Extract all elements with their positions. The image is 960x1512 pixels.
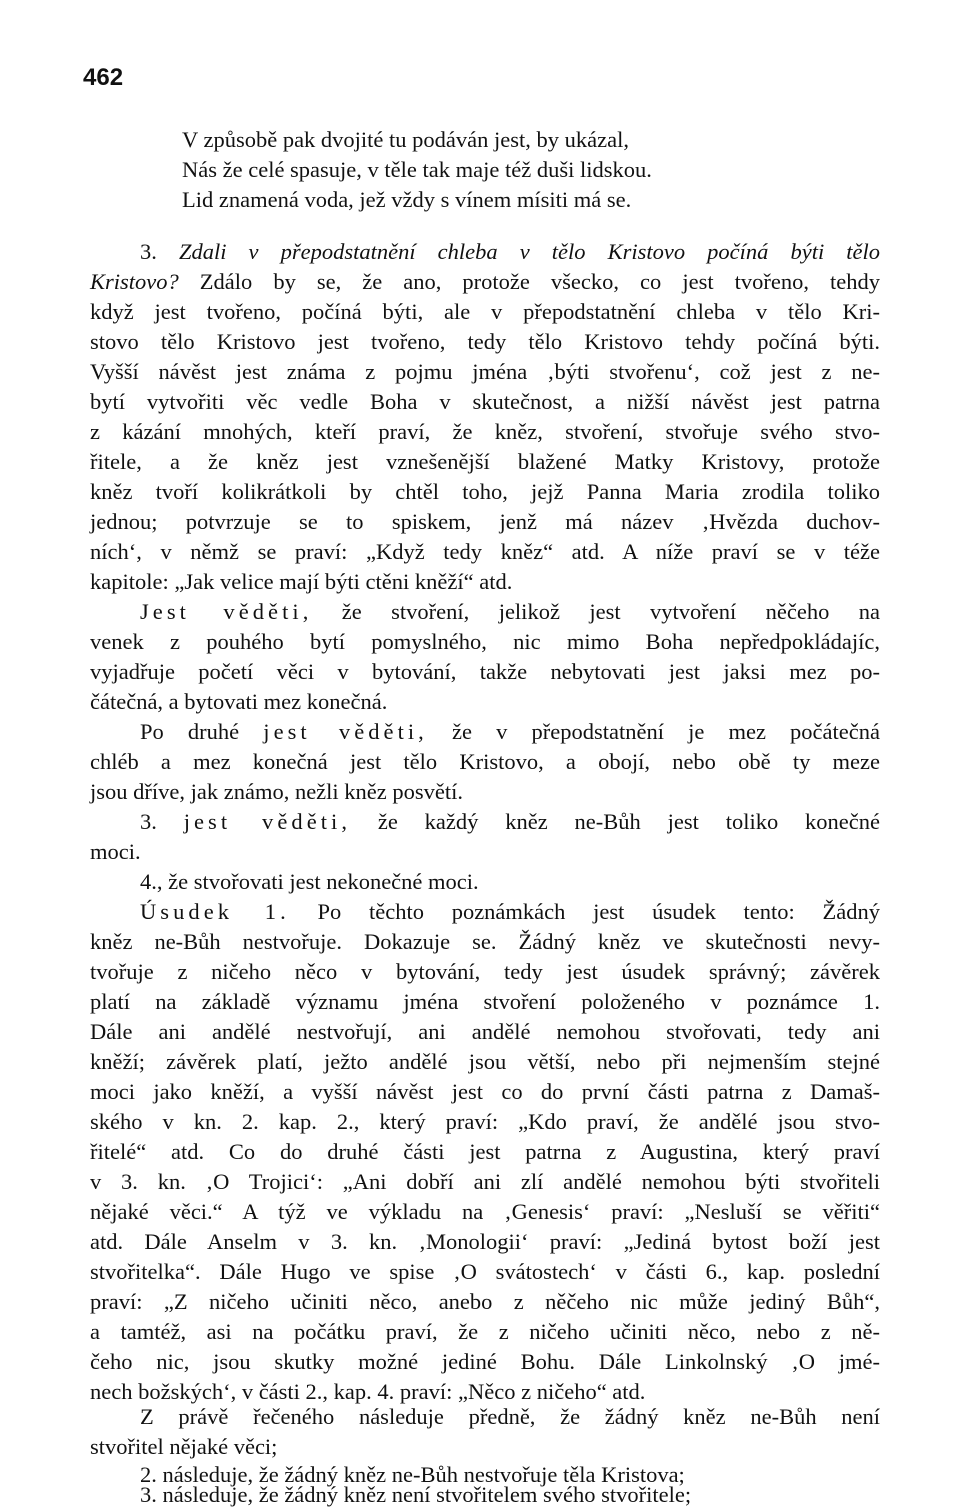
body-line: stovo tělo Kristovo jest tvořeno, tedy tělo Kristovo tehdy počíná býti. bbox=[90, 329, 880, 354]
verse-line: Nás že celé spasuje, v těle tak maje též duši lidskou. bbox=[182, 157, 652, 182]
body-text: 3. bbox=[140, 809, 184, 834]
body-line: jsou dříve, jak známo, nežli kněz posvětí. bbox=[90, 779, 464, 804]
list-item: 3. následuje, že žádný kněz není stvořitelem svého stvořitele; bbox=[140, 1482, 692, 1507]
body-line: a tamtéž, asi na počátku praví, že z ničeho učiniti něco, nebo z ně- bbox=[90, 1319, 880, 1344]
body-line: atd. Dále Anselm v 3. kn. ‚Monologii‘ praví: „Jediná bytost boží jest bbox=[90, 1229, 880, 1254]
body-line: Z právě řečeného následuje předně, že žádný kněz ne-Bůh není bbox=[140, 1404, 880, 1429]
body-line: venek z pouhého bytí pomyslného, nic mimo Boha nepředpokládajíc, bbox=[90, 629, 880, 654]
body-text: Po těchto poznámkách jest úsudek tento: Žádný bbox=[289, 899, 880, 924]
body-line: kněz tvoří kolikrátkoli by chtěl toho, jejž Panna Maria zrodila toliko bbox=[90, 479, 880, 504]
body-line bbox=[140, 897, 880, 927]
spaced-emphasis: Úsudek 1. bbox=[140, 899, 290, 924]
body-line: kněží; závěrek platí, ježto andělé jsou větší, nebo při nejmenším stejné bbox=[90, 1049, 880, 1074]
body-line: tvořuje z ničeho něco v bytování, tedy jest úsudek správný; závěrek bbox=[90, 959, 880, 984]
body-line: v 3. kn. ‚O Trojici‘: „Ani dobří ani zlí andělé nemohou býti stvořiteli bbox=[90, 1169, 880, 1194]
body-line: nějaké věci.“ A týž ve výkladu na ‚Genesis‘ praví: „Nesluší se věřiti“ bbox=[90, 1199, 880, 1224]
body-line: řitele, a že kněz jest vznešenější blažené Matky Kristovy, protože bbox=[90, 449, 880, 474]
body-line: ského v kn. 2. kap. 2., který praví: „Kdo praví, že andělé jsou stvo- bbox=[90, 1109, 880, 1134]
body-line: praví: „Z ničeho učiniti něco, anebo z něčeho nic může jediný Bůh“, bbox=[90, 1289, 880, 1314]
body-line: chléb a mez konečná jest tělo Kristovo, a obojí, nebo obě ty meze bbox=[90, 749, 880, 774]
body-text: že v přepodstatnění je mez počátečná bbox=[427, 719, 880, 744]
question-line bbox=[90, 267, 880, 297]
body-line: jednou; potvrzuje se to spiskem, jenž má název ‚Hvězda duchov- bbox=[90, 509, 880, 534]
question-line bbox=[140, 237, 880, 267]
body-line: řitelé“ atd. Co do druhé části jest patrna z Augustina, který praví bbox=[90, 1139, 880, 1164]
body-line: moci. bbox=[90, 839, 141, 864]
body-line: moci jako kněží, a vyšší návěst jest co do první části patrna z Damaš- bbox=[90, 1079, 880, 1104]
verse-line: V způsobě pak dvojité tu podáván jest, by ukázal, bbox=[182, 127, 629, 152]
body-line: bytí vytvořiti věc vedle Boha v skutečnost, a nižší návěst jest patrna bbox=[90, 389, 880, 414]
body-line: ních‘, v němž se praví: „Když tedy kněz“ atd. A níže praví se v téže bbox=[90, 539, 880, 564]
body-text: že stvoření, jelikož jest vytvoření něčeho na bbox=[312, 599, 880, 624]
spaced-emphasis: jest věděti, bbox=[183, 809, 352, 834]
body-line: Vyšší návěst jest známa z pojmu jména ‚býti stvořenu‘, což jest z ne- bbox=[90, 359, 880, 384]
body-text: že každý kněz ne-Bůh jest toliko konečné bbox=[351, 809, 880, 834]
body-text: Zdálo by se, že ano, protože všecko, co jest tvořeno, tehdy bbox=[178, 269, 880, 294]
page-number: 462 bbox=[83, 64, 124, 91]
body-line: čátečná, a bytovati mez konečná. bbox=[90, 689, 388, 714]
question-number: 3. bbox=[140, 239, 179, 264]
list-item: 2. následuje, že žádný kněz ne-Bůh nestvořuje těla Kristova; bbox=[140, 1462, 685, 1487]
body-line bbox=[140, 807, 880, 837]
body-line: stvořitelka“. Dále Hugo ve spise ‚O svátostech‘ v části 6., kap. poslední bbox=[90, 1259, 880, 1284]
paragraph-4: 4., že stvořovati jest nekonečné moci. bbox=[140, 869, 479, 894]
body-line: čeho nic, jsou skutky možné jediné Bohu. Dále Linkolnský ‚O jmé- bbox=[90, 1349, 880, 1374]
body-line: z kázání mnohých, kteří praví, že kněz, stvoření, stvořuje svého stvo- bbox=[90, 419, 880, 444]
body-line: kněz ne-Bůh nestvořuje. Dokazuje se. Žádný kněz ve skutečnosti nevy- bbox=[90, 929, 880, 954]
question-title: Kristovo? bbox=[90, 269, 179, 294]
body-line bbox=[140, 717, 880, 747]
question-title: Zdali v přepodstatnění chleba v tělo Kristovo počíná býti tělo bbox=[178, 239, 881, 264]
spaced-emphasis: Jest věděti, bbox=[140, 599, 313, 624]
body-text: Po druhé bbox=[140, 719, 264, 744]
body-line: Dále ani andělé nestvořují, ani andělé nemohou stvořovati, tedy ani bbox=[90, 1019, 880, 1044]
body-line: vyjadřuje početí věci v bytování, takže nebytovati jest jaksi mez po- bbox=[90, 659, 880, 684]
spaced-emphasis: jest věděti, bbox=[263, 719, 428, 744]
body-line bbox=[140, 597, 880, 627]
body-line: platí na základě významu jména stvoření položeného v poznámce 1. bbox=[90, 989, 880, 1014]
body-line: stvořitel nějaké věci; bbox=[90, 1434, 278, 1459]
body-line: když jest tvořeno, počíná býti, ale v přepodstatnění chleba v tělo Kri- bbox=[90, 299, 880, 324]
body-line: kapitole: „Jak velice mají býti ctěni kněží“ atd. bbox=[90, 569, 513, 594]
verse-line: Lid znamená voda, jež vždy s vínem mísiti má se. bbox=[182, 187, 632, 212]
body-line: nech božských‘, v části 2., kap. 4. praví: „Něco z ničeho“ atd. bbox=[90, 1379, 646, 1404]
